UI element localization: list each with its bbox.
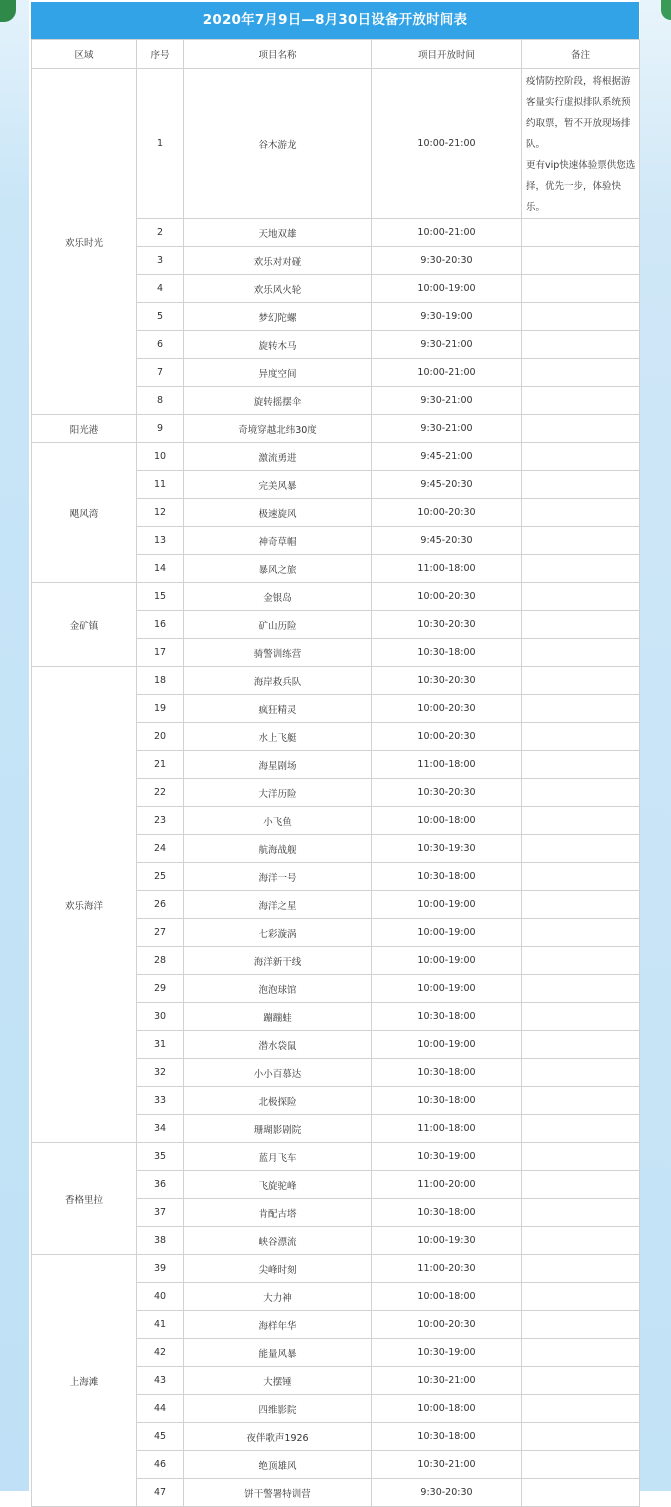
note-cell-empty: [522, 331, 640, 359]
note-cell-empty: [522, 1423, 640, 1451]
note-cell-empty: [522, 779, 640, 807]
area-cell: 香格里拉: [32, 1143, 137, 1255]
table-row: [32, 583, 640, 611]
note-cell-empty: [522, 219, 640, 247]
item-name-cell: 飞旋驼峰: [184, 1171, 372, 1199]
table-row: [32, 1143, 640, 1171]
number-cell: 19: [137, 695, 184, 723]
number-cell: 1: [137, 69, 184, 219]
number-cell: 24: [137, 835, 184, 863]
number-cell: 2: [137, 219, 184, 247]
open-time-cell: 9:30-21:00: [372, 387, 522, 415]
table-row: [32, 415, 640, 443]
note-line-2: 更有vip快速体验票供您选择，优先一步，体验快乐。: [526, 160, 636, 213]
item-name-cell: 大摆锤: [184, 1367, 372, 1395]
item-name-cell: 海岸救兵队: [184, 667, 372, 695]
background-right: [640, 0, 671, 1491]
item-name-cell: 峡谷漂流: [184, 1227, 372, 1255]
number-cell: 21: [137, 751, 184, 779]
note-cell: [522, 69, 640, 219]
schedule-sheet: [31, 2, 639, 1500]
item-name-cell: 北极探险: [184, 1087, 372, 1115]
item-name-cell: 矿山历险: [184, 611, 372, 639]
area-cell: 阳光港: [32, 415, 137, 443]
open-time-cell: 10:30-18:00: [372, 639, 522, 667]
open-time-cell: 11:00-18:00: [372, 555, 522, 583]
open-time-cell: 10:00-21:00: [372, 359, 522, 387]
item-name-cell: 暴风之旅: [184, 555, 372, 583]
table-row: [32, 443, 640, 471]
note-cell-empty: [522, 807, 640, 835]
open-time-cell: 10:00-19:00: [372, 947, 522, 975]
item-name-cell: 金银岛: [184, 583, 372, 611]
note-cell-empty: [522, 1087, 640, 1115]
header-no: 序号: [137, 40, 184, 69]
number-cell: 29: [137, 975, 184, 1003]
number-cell: 33: [137, 1087, 184, 1115]
open-time-cell: 10:30-21:00: [372, 1367, 522, 1395]
item-name-cell: 旋转摇摆伞: [184, 387, 372, 415]
note-cell-empty: [522, 1199, 640, 1227]
item-name-cell: 海洋一号: [184, 863, 372, 891]
note-cell-empty: [522, 863, 640, 891]
number-cell: 17: [137, 639, 184, 667]
number-cell: 3: [137, 247, 184, 275]
open-time-cell: 10:30-19:00: [372, 1143, 522, 1171]
item-name-cell: 珊瑚影剧院: [184, 1115, 372, 1143]
item-name-cell: 骑警训练营: [184, 639, 372, 667]
number-cell: 34: [137, 1115, 184, 1143]
open-time-cell: 9:30-21:00: [372, 415, 522, 443]
note-cell-empty: [522, 667, 640, 695]
item-name-cell: 异度空间: [184, 359, 372, 387]
number-cell: 25: [137, 863, 184, 891]
open-time-cell: 11:00-20:00: [372, 1171, 522, 1199]
open-time-cell: 10:00-20:30: [372, 1311, 522, 1339]
note-cell-empty: [522, 303, 640, 331]
item-name-cell: 旋转木马: [184, 331, 372, 359]
note-cell-empty: [522, 835, 640, 863]
open-time-cell: 10:00-19:30: [372, 1227, 522, 1255]
item-name-cell: 激流勇进: [184, 443, 372, 471]
note-cell-empty: [522, 527, 640, 555]
note-cell-empty: [522, 919, 640, 947]
number-cell: 10: [137, 443, 184, 471]
open-time-cell: 10:30-18:00: [372, 1423, 522, 1451]
number-cell: 31: [137, 1031, 184, 1059]
note-cell-empty: [522, 1227, 640, 1255]
table-row: [32, 1255, 640, 1283]
open-time-cell: 10:30-20:30: [372, 779, 522, 807]
area-cell: 上海滩: [32, 1255, 137, 1507]
item-name-cell: 疯狂精灵: [184, 695, 372, 723]
open-time-cell: 10:30-19:00: [372, 1339, 522, 1367]
item-name-cell: 七彩漩涡: [184, 919, 372, 947]
open-time-cell: 10:00-20:30: [372, 695, 522, 723]
note-cell-empty: [522, 1367, 640, 1395]
item-name-cell: 四维影院: [184, 1395, 372, 1423]
header-row: [32, 40, 640, 69]
number-cell: 44: [137, 1395, 184, 1423]
item-name-cell: 泡泡球馆: [184, 975, 372, 1003]
open-time-cell: 10:00-19:00: [372, 275, 522, 303]
open-time-cell: 10:30-18:00: [372, 863, 522, 891]
header-area: 区域: [32, 40, 137, 69]
note-cell-empty: [522, 1283, 640, 1311]
note-cell-empty: [522, 947, 640, 975]
number-cell: 5: [137, 303, 184, 331]
number-cell: 47: [137, 1479, 184, 1507]
item-name-cell: 梦幻陀螺: [184, 303, 372, 331]
note-cell-empty: [522, 471, 640, 499]
note-cell-empty: [522, 639, 640, 667]
open-time-cell: 10:00-19:00: [372, 919, 522, 947]
item-name-cell: 神奇草帽: [184, 527, 372, 555]
note-cell-empty: [522, 443, 640, 471]
open-time-cell: 10:00-19:00: [372, 1031, 522, 1059]
note-cell-empty: [522, 1451, 640, 1479]
note-cell-empty: [522, 751, 640, 779]
number-cell: 12: [137, 499, 184, 527]
note-cell-empty: [522, 1143, 640, 1171]
number-cell: 35: [137, 1143, 184, 1171]
number-cell: 15: [137, 583, 184, 611]
item-name-cell: 蓝月飞车: [184, 1143, 372, 1171]
number-cell: 27: [137, 919, 184, 947]
note-cell-empty: [522, 1339, 640, 1367]
item-name-cell: 奇境穿越北纬30度: [184, 415, 372, 443]
open-time-cell: 10:00-20:30: [372, 583, 522, 611]
number-cell: 11: [137, 471, 184, 499]
note-cell-empty: [522, 499, 640, 527]
open-time-cell: 9:45-20:30: [372, 527, 522, 555]
schedule-body: [32, 69, 640, 1507]
background-left: [0, 0, 29, 1491]
number-cell: 13: [137, 527, 184, 555]
open-time-cell: 9:30-20:30: [372, 247, 522, 275]
number-cell: 30: [137, 1003, 184, 1031]
open-time-cell: 10:30-18:00: [372, 1003, 522, 1031]
item-name-cell: 极速旋风: [184, 499, 372, 527]
item-name-cell: 蹦蹦蛙: [184, 1003, 372, 1031]
open-time-cell: 10:30-18:00: [372, 1087, 522, 1115]
item-name-cell: 能量风暴: [184, 1339, 372, 1367]
open-time-cell: 10:00-18:00: [372, 807, 522, 835]
open-time-cell: 10:00-19:00: [372, 975, 522, 1003]
number-cell: 23: [137, 807, 184, 835]
open-time-cell: 9:30-19:00: [372, 303, 522, 331]
number-cell: 22: [137, 779, 184, 807]
number-cell: 41: [137, 1311, 184, 1339]
open-time-cell: 11:00-20:30: [372, 1255, 522, 1283]
item-name-cell: 天地双雄: [184, 219, 372, 247]
open-time-cell: 11:00-18:00: [372, 751, 522, 779]
note-cell-empty: [522, 387, 640, 415]
number-cell: 32: [137, 1059, 184, 1087]
open-time-cell: 10:00-21:00: [372, 219, 522, 247]
item-name-cell: 潜水袋鼠: [184, 1031, 372, 1059]
note-cell-empty: [522, 1395, 640, 1423]
number-cell: 36: [137, 1171, 184, 1199]
item-name-cell: 大力神: [184, 1283, 372, 1311]
item-name-cell: 海星剧场: [184, 751, 372, 779]
note-cell-empty: [522, 1031, 640, 1059]
number-cell: 38: [137, 1227, 184, 1255]
item-name-cell: 海样年华: [184, 1311, 372, 1339]
note-line-1: 疫情防控阶段，将根据游客量实行虚拟排队系统预约取票，暂不开放现场排队。: [526, 76, 631, 150]
item-name-cell: 欢乐对对碰: [184, 247, 372, 275]
note-cell-empty: [522, 1171, 640, 1199]
item-name-cell: 绝顶雄风: [184, 1451, 372, 1479]
note-cell-empty: [522, 1059, 640, 1087]
header-name: 项目名称: [184, 40, 372, 69]
note-cell-empty: [522, 1479, 640, 1507]
note-cell-empty: [522, 975, 640, 1003]
number-cell: 16: [137, 611, 184, 639]
area-cell: 欢乐海洋: [32, 667, 137, 1143]
note-cell-empty: [522, 415, 640, 443]
item-name-cell: 尖峰时刻: [184, 1255, 372, 1283]
item-name-cell: 小飞鱼: [184, 807, 372, 835]
open-time-cell: 10:00-18:00: [372, 1283, 522, 1311]
open-time-cell: 9:30-20:30: [372, 1479, 522, 1507]
note-cell-empty: [522, 1003, 640, 1031]
number-cell: 43: [137, 1367, 184, 1395]
number-cell: 28: [137, 947, 184, 975]
number-cell: 9: [137, 415, 184, 443]
item-name-cell: 大洋历险: [184, 779, 372, 807]
header-note: 备注: [522, 40, 640, 69]
open-time-cell: 10:00-19:00: [372, 891, 522, 919]
note-cell-empty: [522, 723, 640, 751]
note-cell-empty: [522, 1115, 640, 1143]
note-cell-empty: [522, 891, 640, 919]
open-time-cell: 10:00-21:00: [372, 69, 522, 219]
item-name-cell: 饼干警署特训营: [184, 1479, 372, 1507]
number-cell: 45: [137, 1423, 184, 1451]
item-name-cell: 航海战舰: [184, 835, 372, 863]
item-name-cell: 海洋之星: [184, 891, 372, 919]
item-name-cell: 夜伴歌声1926: [184, 1423, 372, 1451]
open-time-cell: 10:30-18:00: [372, 1059, 522, 1087]
note-cell-empty: [522, 555, 640, 583]
item-name-cell: 欢乐风火轮: [184, 275, 372, 303]
open-time-cell: 10:00-20:30: [372, 723, 522, 751]
number-cell: 42: [137, 1339, 184, 1367]
number-cell: 6: [137, 331, 184, 359]
note-cell-empty: [522, 275, 640, 303]
open-time-cell: 10:30-20:30: [372, 667, 522, 695]
item-name-cell: 海洋新干线: [184, 947, 372, 975]
open-time-cell: 10:00-18:00: [372, 1395, 522, 1423]
number-cell: 8: [137, 387, 184, 415]
number-cell: 39: [137, 1255, 184, 1283]
note-cell-empty: [522, 1255, 640, 1283]
number-cell: 4: [137, 275, 184, 303]
open-time-cell: 10:30-18:00: [372, 1199, 522, 1227]
item-name-cell: 谷木游龙: [184, 69, 372, 219]
table-row: [32, 69, 640, 219]
item-name-cell: 完美风暴: [184, 471, 372, 499]
number-cell: 26: [137, 891, 184, 919]
open-time-cell: 11:00-18:00: [372, 1115, 522, 1143]
open-time-cell: 10:30-20:30: [372, 611, 522, 639]
leaf-decoration-right: [661, 0, 671, 20]
note-cell-empty: [522, 247, 640, 275]
number-cell: 20: [137, 723, 184, 751]
number-cell: 40: [137, 1283, 184, 1311]
number-cell: 7: [137, 359, 184, 387]
open-time-cell: 10:30-21:00: [372, 1451, 522, 1479]
number-cell: 46: [137, 1451, 184, 1479]
open-time-cell: 10:30-19:30: [372, 835, 522, 863]
schedule-title: 2020年7月9日—8月30日设备开放时间表: [31, 2, 639, 39]
note-cell-empty: [522, 1311, 640, 1339]
open-time-cell: 9:45-20:30: [372, 471, 522, 499]
open-time-cell: 9:30-21:00: [372, 331, 522, 359]
item-name-cell: 肯配古塔: [184, 1199, 372, 1227]
note-cell-empty: [522, 695, 640, 723]
open-time-cell: 9:45-21:00: [372, 443, 522, 471]
number-cell: 18: [137, 667, 184, 695]
open-time-cell: 10:00-20:30: [372, 499, 522, 527]
leaf-decoration-left: [0, 0, 16, 22]
area-cell: 欢乐时光: [32, 69, 137, 415]
note-cell-empty: [522, 583, 640, 611]
table-row: [32, 667, 640, 695]
item-name-cell: 小小百慕达: [184, 1059, 372, 1087]
note-cell-empty: [522, 611, 640, 639]
area-cell: 飓风湾: [32, 443, 137, 583]
header-time: 项目开放时间: [372, 40, 522, 69]
schedule-table: [31, 39, 640, 1507]
number-cell: 37: [137, 1199, 184, 1227]
number-cell: 14: [137, 555, 184, 583]
note-cell-empty: [522, 359, 640, 387]
item-name-cell: 水上飞艇: [184, 723, 372, 751]
area-cell: 金矿镇: [32, 583, 137, 667]
